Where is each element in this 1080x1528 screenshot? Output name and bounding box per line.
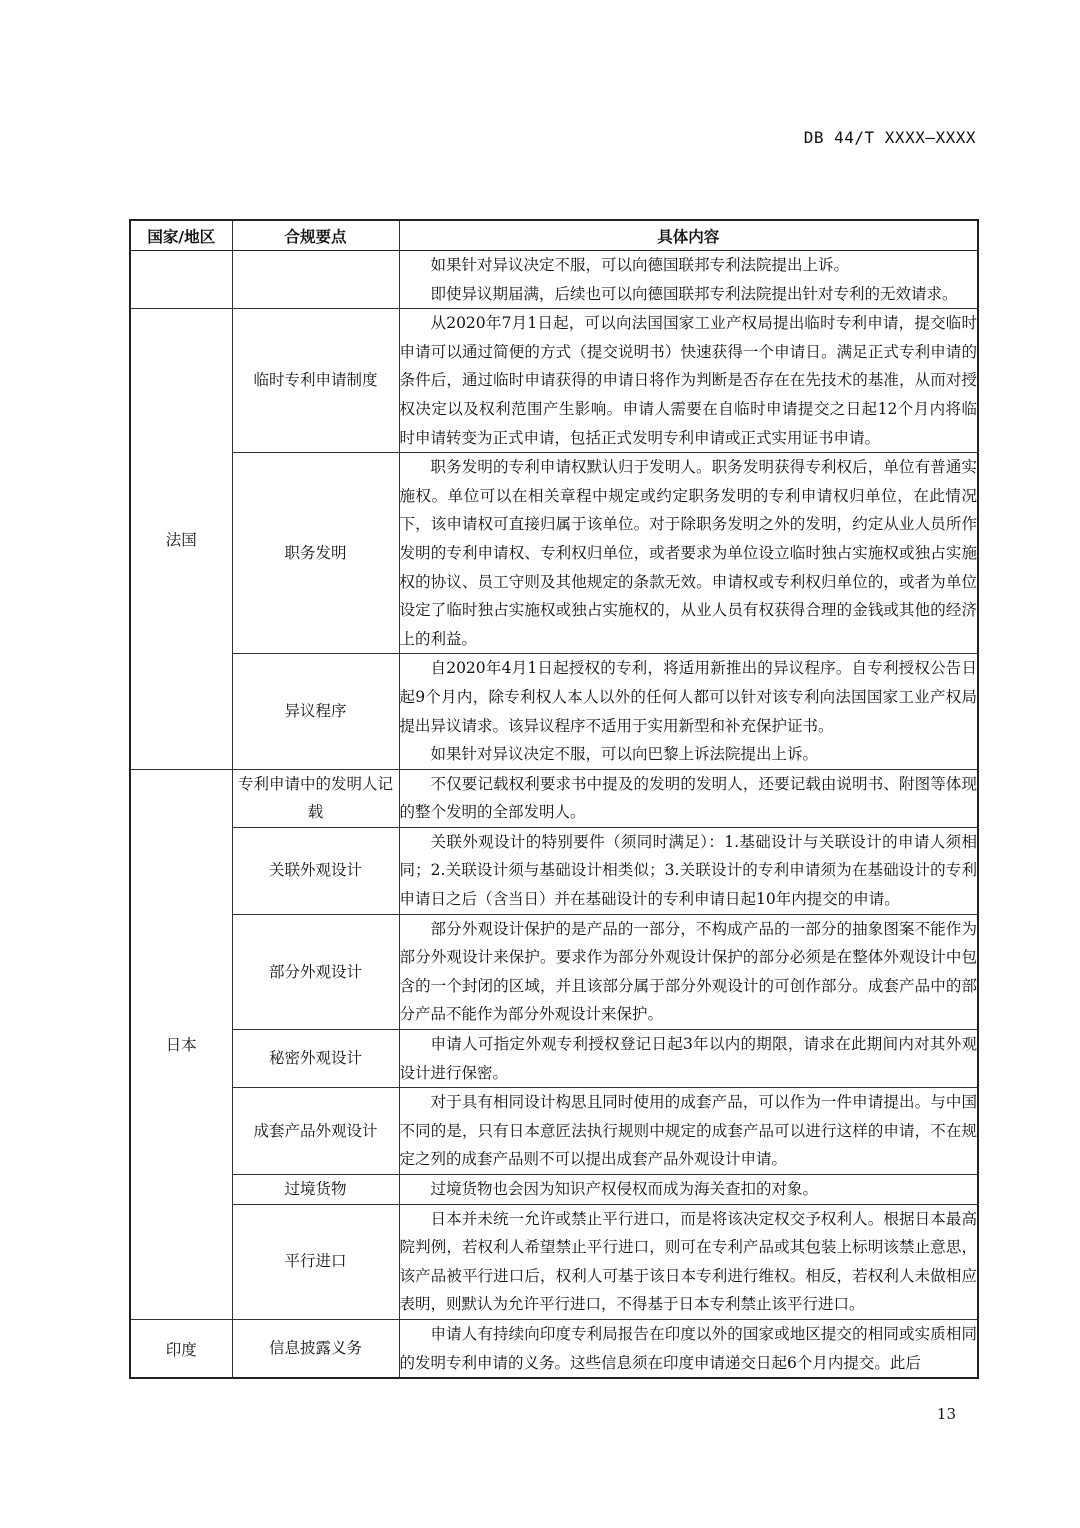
- content-paragraph: 关联外观设计的特别要件（须同时满足）：1.基础设计与关联设计的申请人须相同；2.关联设计须与基础设计相类似；3.关联设计的专利申请须为在基础设计的专利申请日之后（含当日）并在基础设计的专利申请日起10年内提交的申请。: [399, 832, 977, 909]
- point-cell: [232, 251, 399, 309]
- country-cell-japan: 日本: [130, 769, 232, 1319]
- content-paragraph: 对于具有相同设计构思且同时使用的成套产品，可以作为一件申请提出。与中国不同的是，只有日本意匠法执行规则中规定的成套产品可以进行这样的申请，不在规定之列的成套产品则不可以提出成套产品外观设计申请。: [399, 1093, 977, 1169]
- standard-number: DB 44/T XXXX—XXXX: [803, 128, 976, 147]
- content-cell: [399, 654, 978, 769]
- content-cell: [399, 914, 978, 1029]
- content-paragraph: 不仅要记载权利要求书中提及的发明的发明人，还要记载由说明书、附图等体现的整个发明的全部发明人。: [399, 774, 977, 822]
- table-row: [130, 309, 978, 453]
- country-cell-india: 印度: [130, 1319, 232, 1378]
- content-paragraph: 即使异议期届满，后续也可以向德国联邦专利法院提出针对专利的无效请求。: [430, 284, 958, 303]
- point-cell: 信息披露义务: [232, 1319, 399, 1378]
- table-header-row: [130, 220, 978, 251]
- country-cell-france: 法国: [130, 309, 232, 770]
- table-row: [130, 1319, 978, 1378]
- header-country: 国家/地区: [130, 220, 232, 251]
- point-cell: 部分外观设计: [232, 914, 399, 1029]
- table-row: [130, 1088, 978, 1175]
- content-paragraph: 过境货物也会因为知识产权侵权而成为海关查扣的对象。: [430, 1180, 819, 1198]
- content-cell: [399, 1088, 978, 1175]
- page-number: 13: [936, 1405, 956, 1423]
- table-row: [130, 453, 978, 654]
- content-paragraph: 从2020年7月1日起，可以向法国国家工业产权局提出临时专利申请，提交临时申请可以通过简便的方式（提交说明书）快速获得一个申请日。满足正式专利申请的条件后，通过临时申请获得的申请日将作为判断是否存在在先技术的基准，从而对授权决定以及权利范围产生影响。申请人需要在自临时申请提交之日起12个月内将临时申请转变为正式申请，包括正式发明专利申请或正式实用证书申请。: [399, 314, 977, 447]
- content-cell: [399, 769, 978, 827]
- compliance-table: [129, 219, 979, 1379]
- point-cell: 临时专利申请制度: [232, 309, 399, 453]
- table-row: [130, 1175, 978, 1205]
- table-row: [130, 769, 978, 827]
- table-row: [130, 1030, 978, 1088]
- content-cell: [399, 309, 978, 453]
- point-cell: 过境货物: [232, 1175, 399, 1205]
- point-cell: 平行进口: [232, 1204, 399, 1319]
- content-paragraph: 如果针对异议决定不服，可以向巴黎上诉法院提出上诉。: [430, 745, 819, 764]
- point-cell: 成套产品外观设计: [232, 1088, 399, 1175]
- header-point: 合规要点: [232, 220, 399, 251]
- content-paragraph: 部分外观设计保护的是产品的一部分，不构成产品的一部分的抽象图案不能作为部分外观设计来保护。要求作为部分外观设计保护的部分必须是在整体外观设计中包含的一个封闭的区域，并且该部分属于部分外观设计的可创作部分。成套产品中的部分产品不能作为部分外观设计来保护。: [399, 919, 977, 1024]
- country-cell: [130, 251, 232, 309]
- content-paragraph: 日本并未统一允许或禁止平行进口，而是将该决定权交予权利人。根据日本最高院判例，若权利人希望禁止平行进口，则可在专利产品或其包装上标明该禁止意思，该产品被平行进口后，权利人可基于该日本专利进行维权。相反，若权利人未做相应表明，则默认为允许平行进口，不得基于日本专利禁止该平行进口。: [399, 1209, 977, 1314]
- content-cell: [399, 1030, 978, 1088]
- content-paragraph: 申请人可指定外观专利授权登记日起3年以内的期限，请求在此期间内对其外观设计进行保密。: [399, 1035, 977, 1082]
- point-cell: 异议程序: [232, 654, 399, 769]
- content-cell: [399, 1175, 978, 1205]
- table-row: [130, 654, 978, 769]
- content-paragraph: 如果针对异议决定不服，可以向德国联邦专利法院提出上诉。: [430, 256, 850, 274]
- content-cell: [399, 453, 978, 654]
- content-paragraph: 自2020年4月1日起授权的专利，将适用新推出的异议程序。自专利授权公告日起9个月内，除专利权人本人以外的任何人都可以针对该专利向法国国家工业产权局提出异议请求。该异议程序不适用于实用新型和补充保护证书。: [399, 659, 977, 735]
- point-cell: 职务发明: [232, 453, 399, 654]
- content-cell: [399, 827, 978, 914]
- content-cell: [399, 251, 978, 309]
- table-row: [130, 827, 978, 914]
- table-row: [130, 251, 978, 309]
- table-row: [130, 1204, 978, 1319]
- content-paragraph: 申请人有持续向印度专利局报告在印度以外的国家或地区提交的相同或实质相同的发明专利申请的义务。这些信息须在印度申请递交日起6个月内提交。此后: [399, 1324, 977, 1372]
- content-paragraph: 职务发明的专利申请权默认归于发明人。职务发明获得专利权后，单位有普通实施权。单位可以在相关章程中规定或约定职务发明的专利申请权归单位，在此情况下，该申请权可直接归属于该单位。对于除职务发明之外的发明，约定从业人员所作发明的专利申请权、专利权归单位，或者要求为单位设立临时独占实施权或独占实施权的协议、员工守则及其他规定的条款无效。申请权或专利权归单位的，或者为单位设定了临时独占实施权或独占实施权的，从业人员有权获得合理的金钱或其他的经济上的利益。: [399, 458, 977, 648]
- header-content: 具体内容: [399, 220, 978, 251]
- point-cell: 秘密外观设计: [232, 1030, 399, 1088]
- content-cell: [399, 1319, 978, 1378]
- table-row: [130, 914, 978, 1029]
- point-cell: 关联外观设计: [232, 827, 399, 914]
- point-cell: 专利申请中的发明人记载: [232, 769, 399, 827]
- content-cell: [399, 1204, 978, 1319]
